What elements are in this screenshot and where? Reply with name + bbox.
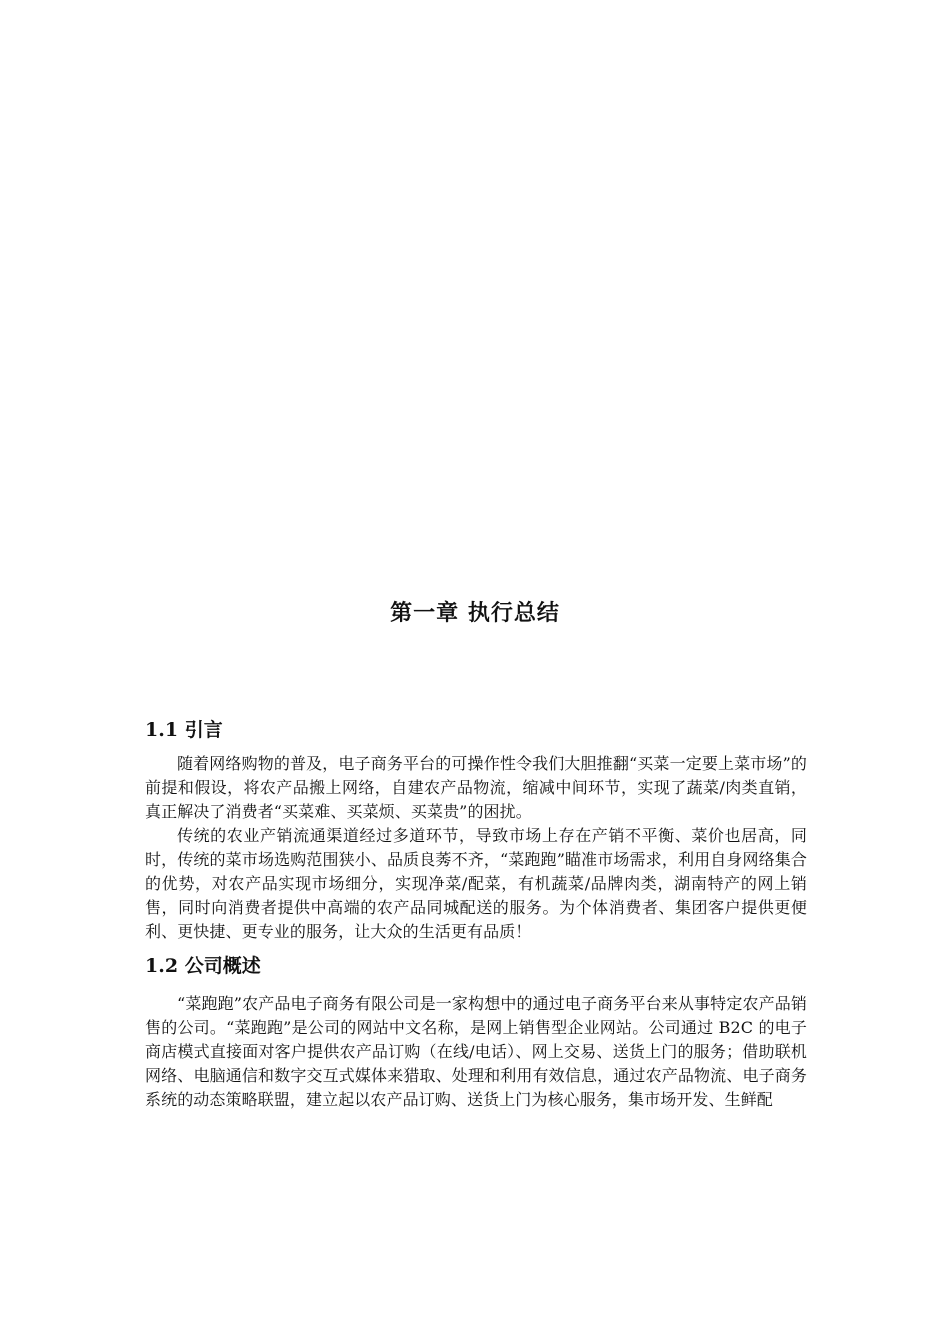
- section-title: 引言: [184, 719, 223, 741]
- chapter-title: 第一章 执行总结: [390, 601, 560, 626]
- section-heading-company-overview: [145, 952, 807, 980]
- paragraph: 传统的农业产销流通渠道经过多道环节，导致市场上存在产销不平衡、菜价也居高，同时，传统的菜市场选购范围狭小、品质良莠不齐，“菜跑跑”瞄准市场需求，利用自身网络集合的优势，对农产品实现市场细分，实现净菜/配菜，有机蔬菜/品牌肉类，湖南特产的网上销售，同时向消费者提供中高端的农产品同城配送的服务。为个体消费者、集团客户提供更便利、更快捷、更专业的服务，让大众的生活更有品质！: [145, 826, 807, 941]
- paragraph: “菜跑跑”农产品电子商务有限公司是一家构想中的通过电子商务平台来从事特定农产品销售的公司。“菜跑跑”是公司的网站中文名称，是网上销售型企业网站。公司通过 B2C 的电子商店模式直接面对客户提供农产品订购（在线/电话）、网上交易、送货上门的服务；借助联机网络、电脑通信和数字交互式媒体来猎取、处理和利用有效信息，通过农产品物流、电子商务系统的动态策略联盟，建立起以农产品订购、送货上门为核心服务，集市场开发、生鲜配: [145, 994, 807, 1109]
- section-heading-introduction: [145, 716, 807, 744]
- document-body: [145, 716, 807, 1112]
- section-number: 1.2: [145, 955, 179, 977]
- section-number: 1.1: [145, 719, 179, 741]
- paragraph: 随着网络购物的普及，电子商务平台的可操作性令我们大胆推翻“买菜一定要上菜市场”的前提和假设，将农产品搬上网络，自建农产品物流，缩减中间环节，实现了蔬菜/肉类直销，真正解决了消费者“买菜难、买菜烦、买菜贵”的困扰。: [145, 754, 807, 821]
- section-title: 公司概述: [184, 955, 261, 977]
